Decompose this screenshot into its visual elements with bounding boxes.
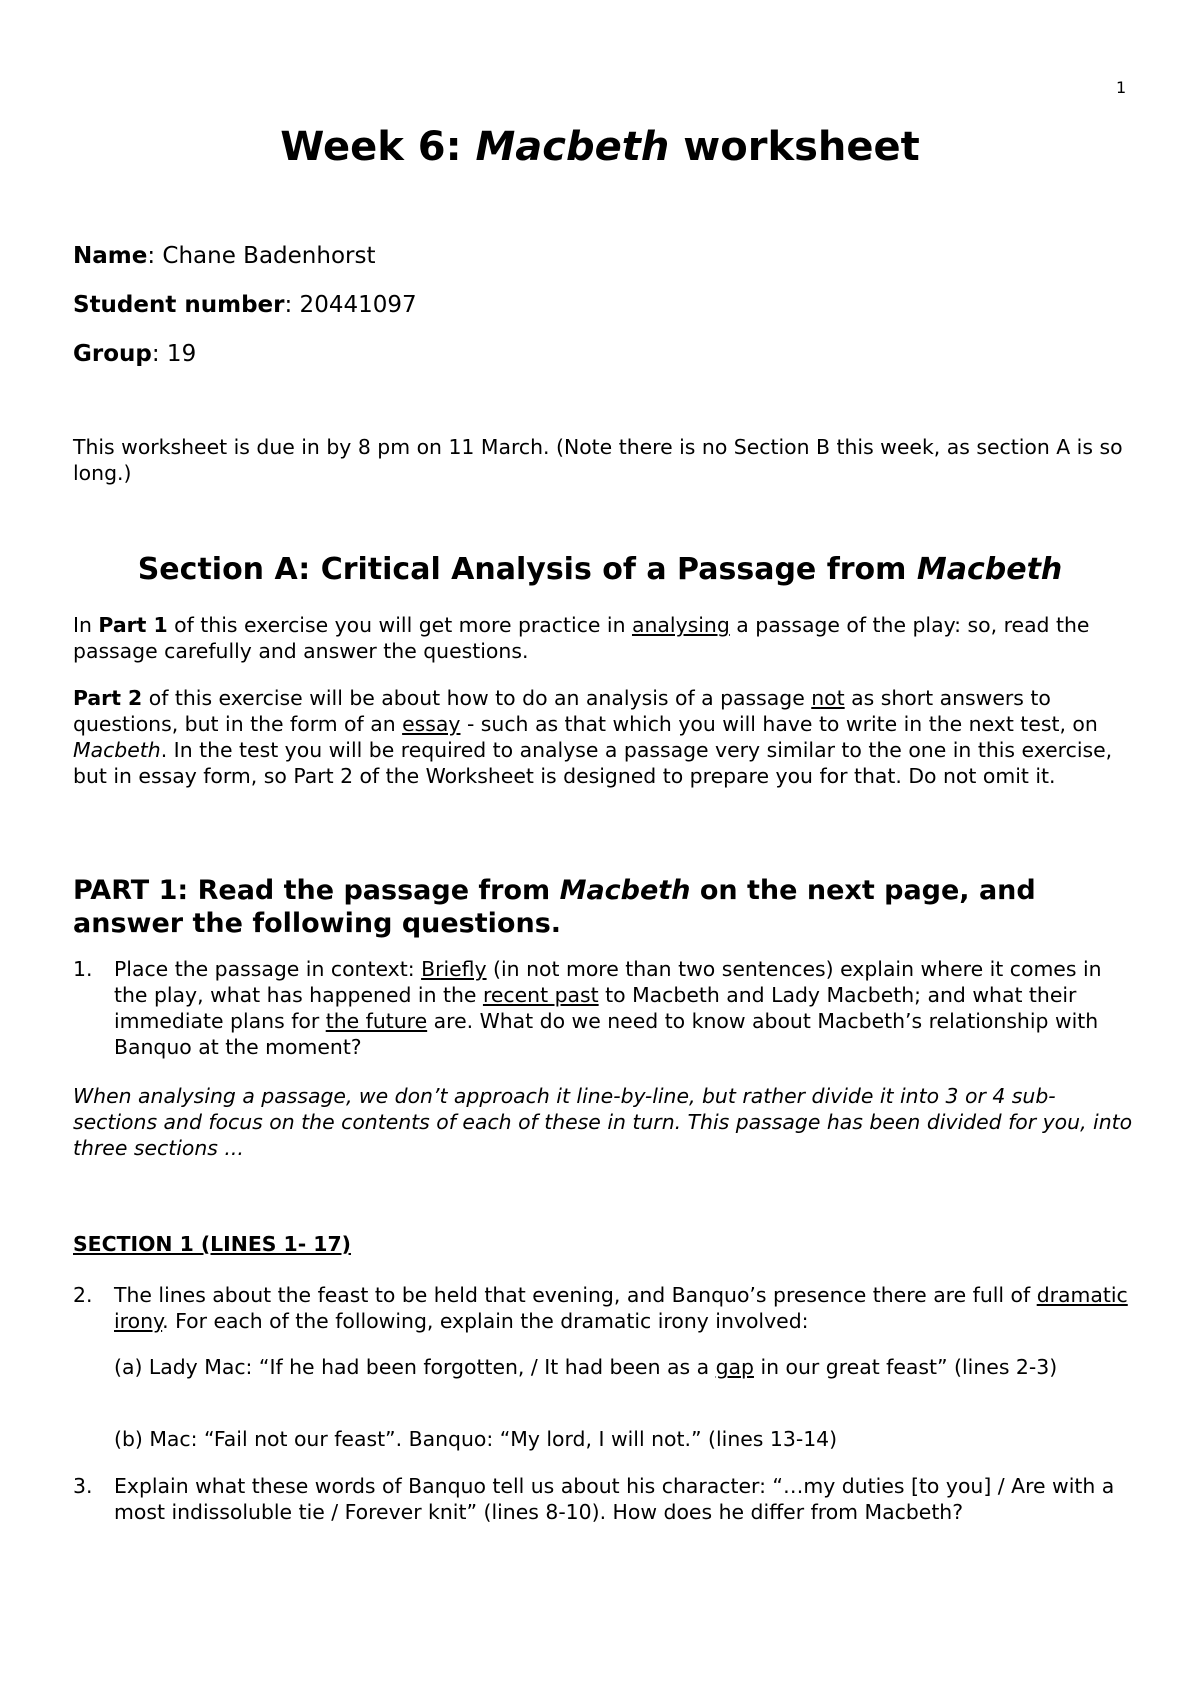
question-2-text bbox=[114, 1282, 1133, 1334]
group-label: Group bbox=[73, 341, 152, 367]
intro2-t4: . In the test you will be required to analyse a passage very similar to the one in this exercise, but in essay form, so Part 2 of the Worksheet is designed to prepare you for that. Do not omit it. bbox=[73, 738, 1113, 788]
question-1 bbox=[73, 956, 1133, 1060]
question-1-text bbox=[114, 956, 1133, 1060]
q1-u3: the future bbox=[325, 1009, 428, 1033]
question-3-number: 3. bbox=[73, 1474, 93, 1498]
group-field bbox=[73, 341, 196, 367]
question-1-number: 1. bbox=[73, 957, 93, 981]
page-title bbox=[0, 124, 1200, 170]
question-2 bbox=[73, 1282, 1133, 1334]
intro2-t3: - such as that which you will have to write in the next test, on bbox=[460, 712, 1098, 736]
section-a-prefix: Section A: Critical Analysis of a Passage from bbox=[137, 552, 917, 587]
part1-italic: Macbeth bbox=[559, 875, 691, 906]
section-a-heading bbox=[0, 552, 1200, 587]
q1-t2: (in not more than two sentences) explain where it comes in the play, what has happened in the bbox=[114, 957, 1102, 1007]
name-label: Name bbox=[73, 243, 148, 269]
q2-u1: dramatic irony bbox=[114, 1283, 1128, 1333]
question-2-number: 2. bbox=[73, 1283, 93, 1307]
intro2-t1: of this exercise will be about how to do an analysis of a passage bbox=[142, 686, 812, 710]
title-italic: Macbeth bbox=[475, 124, 670, 170]
section-1-heading: SECTION 1 (LINES 1- 17) bbox=[73, 1232, 351, 1256]
intro1-t1: In bbox=[73, 613, 99, 637]
student-number-label: Student number bbox=[73, 292, 285, 318]
part1-t2: on the next page, and answer the following questions. bbox=[73, 875, 1036, 939]
intro-paragraph-2 bbox=[73, 685, 1133, 789]
student-number-value: : 20441097 bbox=[284, 292, 417, 318]
intro1-t2: of this exercise you will get more practice in bbox=[167, 613, 632, 637]
intro2-u2: essay bbox=[402, 712, 461, 736]
name-value: : Chane Badenhorst bbox=[147, 243, 376, 269]
q1-u1: Briefly bbox=[421, 957, 487, 981]
intro2-bold: Part 2 bbox=[73, 686, 143, 710]
intro1-underline: analysing bbox=[631, 613, 730, 637]
q1-t1: Place the passage in context: bbox=[114, 957, 422, 981]
analysis-note: When analysing a passage, we don’t approach it line-by-line, but rather divide it into 3 or 4 sub-sections and focus on the contents of each of these in turn. This passage has been divided for you, into three sections ... bbox=[73, 1084, 1133, 1160]
student-number-field bbox=[73, 292, 417, 318]
q1-u2: recent past bbox=[482, 983, 599, 1007]
q1-t4: are. What do we need to know about Macbeth’s relationship with Banquo at the moment? bbox=[114, 1009, 1099, 1059]
q2a-t2: in our great feast” (lines 2-3) bbox=[753, 1355, 1058, 1379]
section-a-italic: Macbeth bbox=[916, 552, 1063, 587]
intro2-t2: as short answers to questions, but in the form of an bbox=[73, 686, 1051, 736]
title-suffix: worksheet bbox=[669, 124, 920, 170]
group-value: : 19 bbox=[151, 341, 197, 367]
due-note: This worksheet is due in by 8 pm on 11 March. (Note there is no Section B this week, as section A is so long.) bbox=[73, 435, 1123, 485]
part1-heading bbox=[73, 874, 1133, 940]
intro1-t3: a passage of the play: so, read the passage carefully and answer the questions. bbox=[73, 613, 1090, 663]
page-number: 1 bbox=[1116, 78, 1127, 97]
q2a-u1: gap bbox=[715, 1355, 754, 1379]
q1-t3: to Macbeth and Lady Macbeth; and what their immediate plans for bbox=[114, 983, 1077, 1033]
question-3-text: Explain what these words of Banquo tell us about his character: “…my duties [to you] / Are with a most indissoluble tie / Forever knit” (lines 8-10). How does he differ from Macbeth? bbox=[114, 1474, 1115, 1524]
name-field bbox=[73, 243, 375, 269]
intro2-u1: not bbox=[811, 686, 845, 710]
intro2-italic: Macbeth bbox=[73, 738, 161, 762]
part1-t1: PART 1: Read the passage from bbox=[73, 875, 560, 906]
intro1-bold: Part 1 bbox=[98, 613, 168, 637]
title-prefix: Week 6: bbox=[280, 124, 476, 170]
question-3 bbox=[73, 1473, 1133, 1525]
q2-t2: . For each of the following, explain the dramatic irony involved: bbox=[162, 1309, 809, 1333]
q2a-t1: (a) Lady Mac: “If he had been forgotten, / It had been as a bbox=[114, 1355, 716, 1379]
q2-t1: The lines about the feast to be held that evening, and Banquo’s presence there are full of bbox=[114, 1283, 1037, 1307]
question-2b: (b) Mac: “Fail not our feast”. Banquo: “My lord, I will not.” (lines 13-14) bbox=[114, 1427, 838, 1451]
question-2a bbox=[114, 1354, 1124, 1380]
intro-paragraph-1 bbox=[73, 612, 1133, 664]
